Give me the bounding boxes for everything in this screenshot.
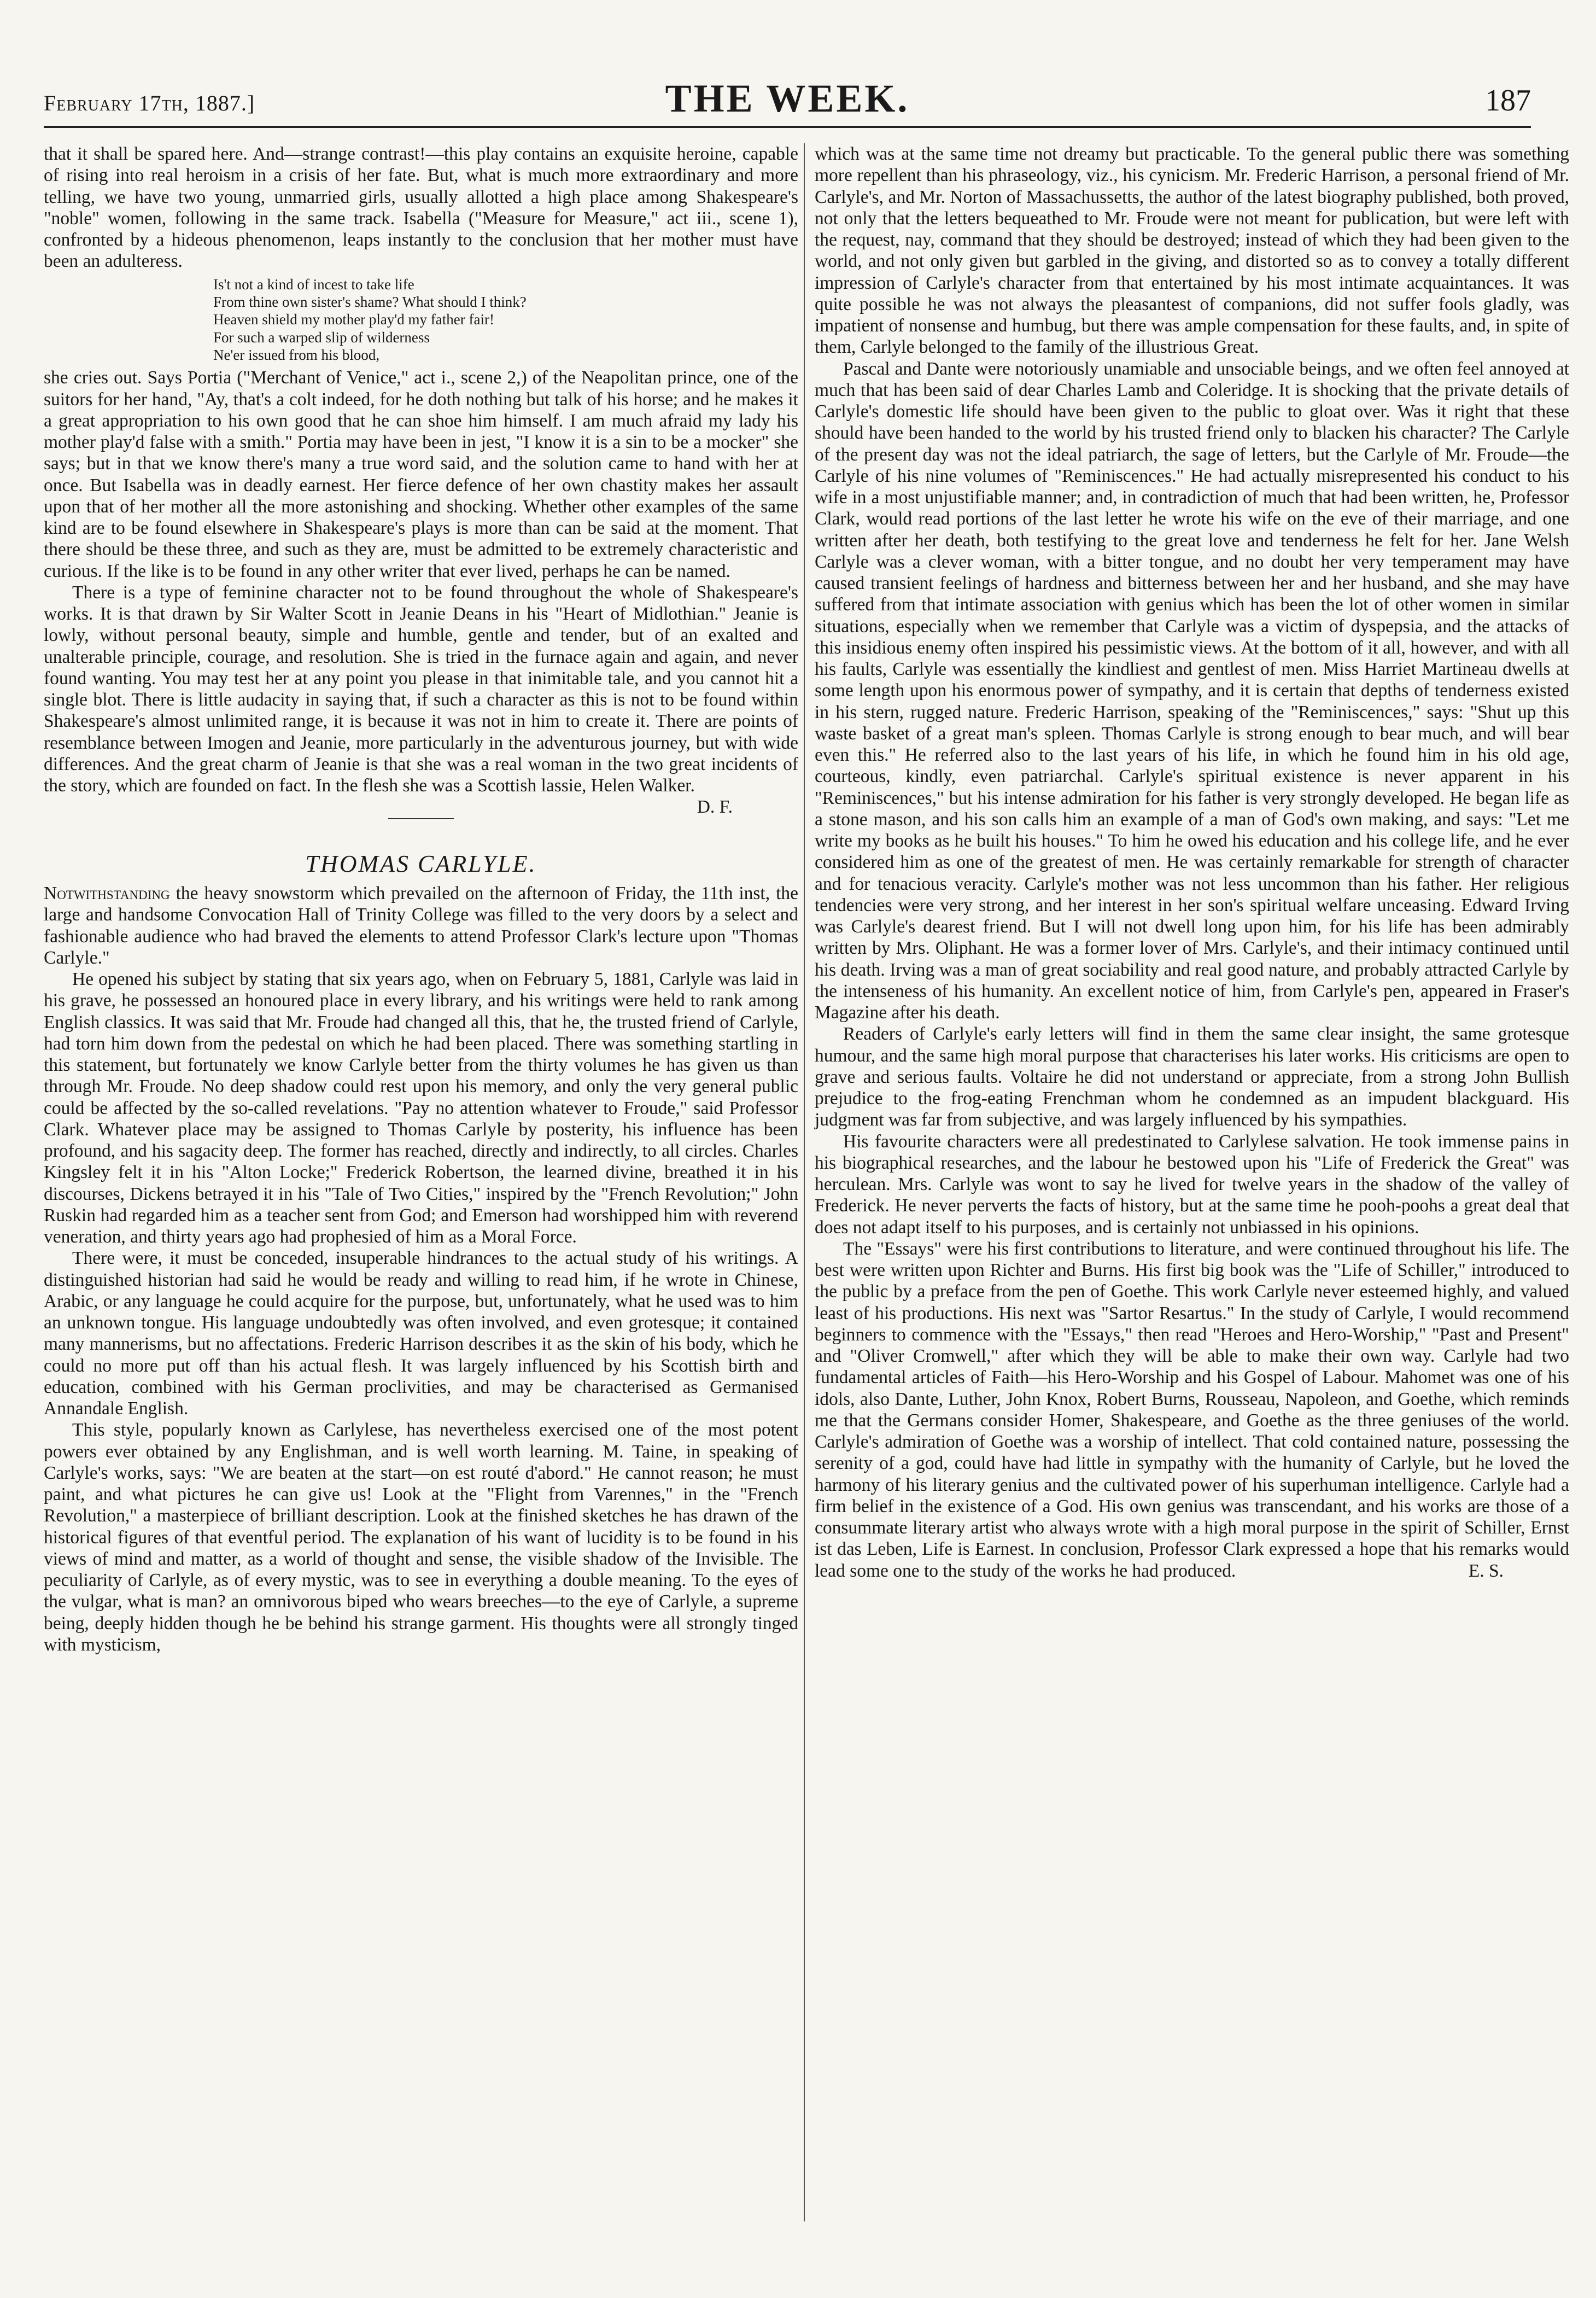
author-signature: E. S. [1468, 1560, 1504, 1581]
page-header [44, 66, 1531, 128]
paragraph-text: The "Essays" were his first contributions to literature, and were continued throughout his life. The best were written upon Richter and Burns. His first big book was the "Life of Schiller," introduced to the public by a preface from the pen of Goethe. This work Carlyle never esteemed highly, and valued least of his productions. His next was "Sartor Resartus." In the study of Carlyle, I would recommend beginners to commence with the "Essays," then read "Heroes and Hero-Worship," "Past and Present" and "Oliver Cromwell," after which they will be able to make their own way. Carlyle had two fundamental articles of Faith—his Hero-Worship and his Gospel of Labour. Mahomet was one of his idols, also Dante, Luther, John Knox, Robert Burns, Rousseau, Napoleon, and Goethe, which reminds me that the Germans consider Homer, Shakespeare, and Goethe as the three geniuses of the world. Carlyle's admiration of Goethe was a worship of intellect. That cold contained nature, possessing the serenity of a god, could have had little in sympathy with the humanity of Carlyle, but he loved the harmony of his literary genius and the cultivated power of his superhuman intelligence. Carlyle had a firm belief in the existence of a God. His own genius was transcendant, and his works are those of a consummate literary artist who always wrote with a high moral purpose in the spirit of Schiller, Ernst ist das Leben, Life is Earnest. In conclusion, Professor Clark expressed a hope that his remarks would lead some one to the study of the works he had produced. [815, 1238, 1569, 1581]
verse-line: Is't not a kind of incest to take life [213, 276, 414, 293]
author-signature: D. F. [697, 797, 733, 818]
paragraph: His favourite characters were all predestinated to Carlylese salvation. He took immense pains in his biographical researches, and the labour he bestowed upon his "Life of Frederick the Great" was herculean. Mrs. Carlyle was wont to say he lived for twelve years in the shadow of the valley of Frederick. He never perverts the facts of history, but at the same time he pooh-poohs a great deal that does not adapt itself to his purposes, and is certainly not unbiassed in his opinions. [815, 1131, 1569, 1238]
verse-line: Heaven shield my mother play'd my father fair! [213, 311, 494, 328]
verse-line: Ne'er issued from his blood, [213, 347, 380, 364]
verse-quote [213, 276, 798, 364]
verse-line: From thine own sister's shame? What should I think? [213, 293, 527, 310]
paragraph-text: the heavy snowstorm which prevailed on the afternoon of Friday, the 11th inst, the large and handsome Convocation Hall of Trinity College was filled to the very doors by a select and fashionable audience who had braved the elements to attend Professor Clark's lecture upon "Thomas Carlyle." [44, 883, 798, 968]
page-number: 187 [1485, 84, 1531, 118]
paragraph-text: There is a type of feminine character not to be found throughout the whole of Shakespeare's works. It is that drawn by Sir Walter Scott in Jeanie Deans in his "Heart of Midlothian." Jeanie is lowly, without personal beauty, simple and humble, gentle and tender, but of an exalted and unalterable principle, courage, and resolution. She is tried in the furnace again and again, and never found wanting. You may test her at any point you please in that inimitable tale, and you cannot hit a single blot. There is little audacity in saying that, if such a character as this is not to be found within Shakespeare's almost unlimited range, it is because it was not in him to create it. There are points of resemblance between Imogen and Jeanie, more particularly in the adventurous journey, but with wide differences. And the great charm of Jeanie is that she was a real woman in the two great incidents of the story, which are founded on fact. In the flesh she was a Scottish lassie, Helen Walker. [44, 582, 798, 796]
paragraph: which was at the same time not dreamy but practicable. To the general public there was something more repellent than his phraseology, viz., his cynicism. Mr. Frederic Harrison, a personal friend of Mr. Carlyle's, and Mr. Norton of Massachussetts, the author of the latest biography published, both proved, not only that the letters bequeathed to Mr. Froude were not meant for publication, but were left with the request, nay, command that they should be destroyed; instead of which they had been given to the world, and not only given but garbled in the giving, and distorted so as to convey a totally different impression of Carlyle's character from that entertained by his most intimate acquaintances. It was quite possible he was not always the pleasantest of companions, did not suffer fools gladly, was impatient of nonsense and humbug, but there was ample compensation for these faults, and, in spite of them, Carlyle belonged to the family of the illustrious Great. [815, 144, 1569, 358]
paragraph: There were, it must be conceded, insuperable hindrances to the actual study of his writings. A distinguished historian had said he would be ready and willing to read him, if he wrote in Chinese, Arabic, or any language he could acquire for the purpose, but, unfortunately, what he used was to him an unknown tongue. His language undoubtedly was often involved, and even grotesque; it contained many mannerisms, but no affectations. Frederic Harrison describes it as the skin of his body, which he could no more put off than his actual flesh. It was largely influenced by his Scottish birth and education, combined with his German proclivities, and may be characterised as Germanised Annandale English. [44, 1248, 798, 1419]
left-column [44, 143, 798, 1655]
divider [388, 818, 454, 819]
publication-title: THE WEEK. [665, 77, 910, 120]
verse-line: For such a warped slip of wilderness [213, 329, 430, 346]
right-column [815, 143, 1569, 2243]
lead-word: Notwithstanding [44, 883, 170, 904]
paragraph [44, 582, 798, 818]
paragraph: she cries out. Says Portia ("Merchant of Venice," act i., scene 2,) of the Neapolitan prince, one of the suitors for her hand, "Ay, that's a colt indeed, for he doth nothing but talk of his horse; and he makes it a great appropriation to his own good that he can shoe him himself. I am much afraid my lady his mother play'd false with a smith." Portia may have been in jest, "I know it is a sin to be a mocker" she says; but in that we know there's many a true word said, and the solution came to hand with her at once. But Isabella was in deadly earnest. Her fierce defence of her own chastity makes her assault upon that of her mother all the more astonishing and shocking. Whether other examples of the same kind are to be found elsewhere in Shakespeare's plays is more than can be said at the moment. That there should be these three, and such as they are, must be admitted to be extremely characteristic and curious. If the like is to be found in any other writer that ever lived, perhaps he can be named. [44, 368, 798, 581]
column-divider [804, 143, 805, 2221]
article-title: THOMAS CARLYLE. [305, 850, 537, 878]
paragraph [815, 1238, 1569, 1582]
issue-date: February 17th, 1887.] [44, 91, 255, 115]
paragraph [44, 883, 798, 969]
paragraph: Pascal and Dante were notoriously unamiable and unsociable beings, and we often feel annoyed at much that has been said of dear Charles Lamb and Coleridge. It is shocking that the private details of Carlyle's domestic life should have been given to the public to gloat over. Was it right that these should have been handed to the world by his trusted friend only to blacken his character? The Carlyle of the present day was not the ideal patriarch, the sage of letters, but the Carlyle of Mr. Froude—the Carlyle of his nine volumes of "Reminiscences." He had actually misrepresented his conduct to his wife in a most unjustifiable manner; and, in contradiction of much that had been written, he, Professor Clark, would read portions of the last letter he wrote his wife on the eve of their marriage, and one written after her death, both testifying to the great love and tenderness he felt for her. Jane Welsh Carlyle was a clever woman, with a bitter tongue, and no doubt her very temperament may have caused transient feelings of hardness and bitterness between her and her husband, and she may have suffered from that intimate association with genius which has been the lot of other women in similar situations, especially when we remember that Carlyle was a victim of dyspepsia, and the attacks of this insidious enemy often inspired his pessimistic views. At the bottom of it all, however, and with all his faults, Carlyle was essentially the kindliest and gentlest of men. Miss Harriet Martineau dwells at some length upon his enormous power of sympathy, and it is certain that depths of tenderness existed in his stern, rugged nature. Frederic Harrison, speaking of the "Reminiscences," says: "Shut up this waste basket of a great man's spleen. Thomas Carlyle is strong enough to bear much, and will bear even this." He referred also to the last years of his life, in which he found him in his old age, courteous, kindly, even patriarchal. Carlyle's spiritual existence is never apparent in his "Reminiscences," but his intense admiration for his father is very strongly developed. He began life as a stone mason, and his son calls him an example of a man of God's own making, and says: "Let me write my books as he built his houses." To him he owed his education and his college life, and he ever considered him as one of the greatest of men. He was certainly remarkable for strength of character and for tenacious veracity. Carlyle's mother was not less uncommon than his father. Her religious tendencies were very strong, and her interest in her son's spiritual welfare unceasing. Edward Irving was Carlyle's dearest friend. But I will not dwell long upon him, for his life has been admirably written by Mrs. Oliphant. He was a former lover of Mrs. Carlyle's, and their intimacy continued until his death. Irving was a man of great sociability and real good nature, and probably attracted Carlyle by the intenseness of his humanity. An excellent notice of him, from Carlyle's pen, appeared in Fraser's Magazine after his death. [815, 358, 1569, 1023]
paragraph: He opened his subject by stating that six years ago, when on February 5, 1881, Carlyle was laid in his grave, he possessed an honoured place in every library, and his writings were held to rank among English classics. It was said that Mr. Froude had changed all this, that he, the trusted friend of Carlyle, had torn him down from the pedestal on which he had been placed. There was something startling in this statement, but fortunately we know Carlyle better from the thirty volumes he has given us than through Mr. Froude. No deep shadow could rest upon his memory, and only the very general public could be affected by the so-called revelations. "Pay no attention whatever to Froude," said Professor Clark. Whatever place may be assigned to Thomas Carlyle by posterity, his influence has been profound, and his sagacity deep. The former has reached, directly and indirectly, to all circles. Charles Kingsley felt it in his "Alton Locke;" Frederick Robertson, the learned divine, breathed it in his discourses, Dickens betrayed it in his "Tale of Two Cities," inspired by the "French Revolution;" John Ruskin had regarded him as a teacher sent from God; and Emerson had worshipped him with reverend veneration, and thirty years ago had prophesied of him as a Moral Force. [44, 969, 798, 1247]
paragraph: that it shall be spared here. And—strange contrast!—this play contains an exquisite heroine, capable of rising into real heroism in a crisis of her fate. But, what is much more extraordinary and more telling, we have two young, unmarried girls, usually allotted a high place among Shakespeare's "noble" women, following in the same track. Isabella ("Measure for Measure," act iii., scene 1), confronted by a hideous phenomenon, leaps instantly to the conclusion that her mother must have been an adulteress. [44, 144, 798, 272]
paragraph: This style, popularly known as Carlylese, has nevertheless exercised one of the most potent powers ever obtained by any Englishman, and is well worth learning. M. Taine, in speaking of Carlyle's works, says: "We are beaten at the start—on est routé d'abord." He cannot reason; he must paint, and what pictures he can give us! Look at the "Flight from Varennes," in the "French Revolution," a masterpiece of brilliant description. Look at the finished sketches he has drawn of the historical figures of that eventful period. The explanation of his want of lucidity is to be found in his views of mind and matter, as a world of thought and sense, the visible shadow of the Invisible. The peculiarity of Carlyle, as of every mystic, was to see in everything a double meaning. To the eyes of the vulgar, what is man? an omnivorous biped who wears breeches—to the eye of Carlyle, a supreme being, deeply hidden though he be behind his strange garment. His thoughts were all strongly tinged with mysticism, [44, 1420, 798, 1655]
paragraph: Readers of Carlyle's early letters will find in them the same clear insight, the same grotesque humour, and the same high moral purpose that characterises his later works. His criticisms are open to grave and serious faults. Voltaire he did not understand or appreciate, from a strong John Bullish prejudice to the frog-eating Frenchman whom he condemned as an impudent blackguard. His judgment was far from subjective, and was largely influenced by his sympathies. [815, 1024, 1569, 1130]
